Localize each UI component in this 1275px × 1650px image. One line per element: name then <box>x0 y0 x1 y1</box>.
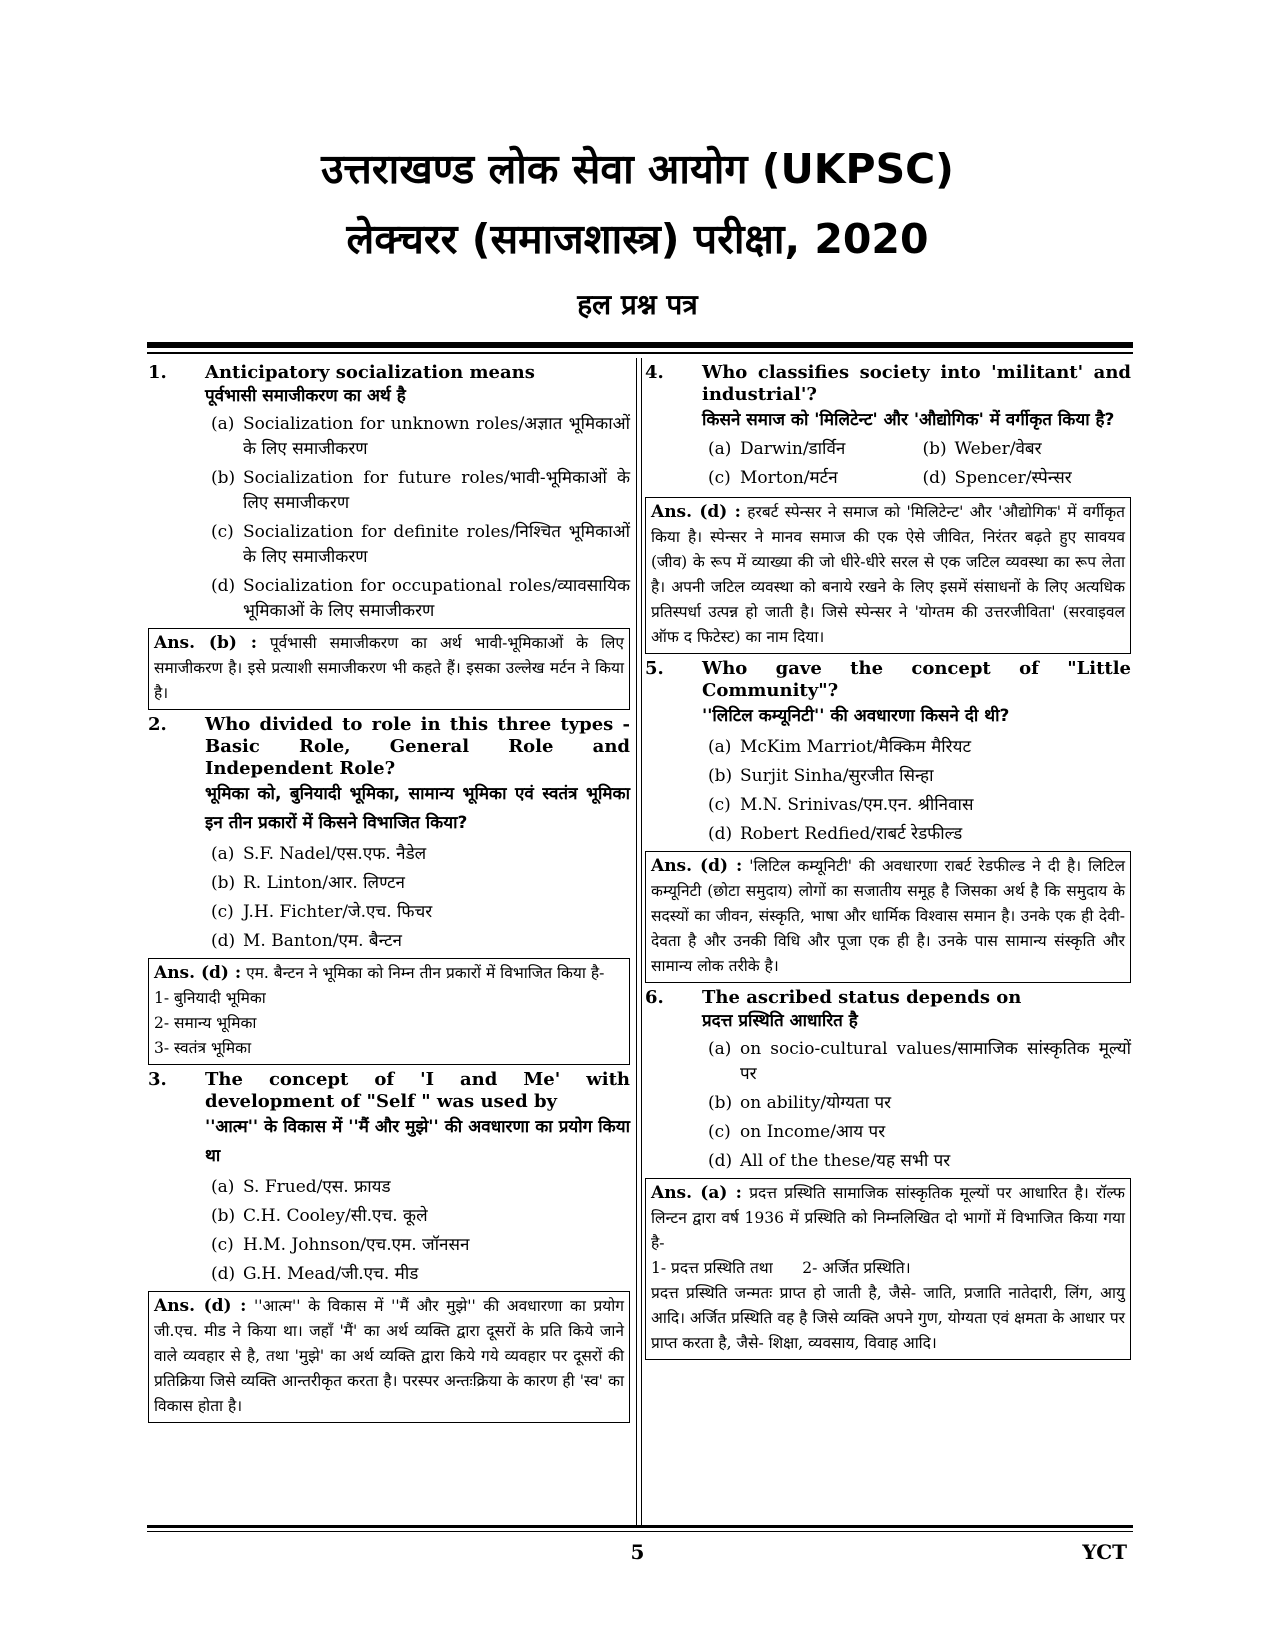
option-b: (b) on ability/योग्यता पर <box>708 1093 892 1113</box>
header-rule-thick <box>147 342 1133 348</box>
header-rule-thin <box>147 352 1133 354</box>
answer-text-2: प्रदत्त प्रस्थिति जन्मतः प्राप्त हो जाती है, जैसे- जाति, प्रजाति नातेदारी, लिंग, आयु आदि। अर्जित प्रस्थिति वह है जिसे व्यक्ति अपने गुण, योग्यता एवं क्षमता के आधार पर प्राप्त करता है, जैसे- शिक्षा, व्यवसाय, विवाह आदि। <box>651 1284 1125 1352</box>
exam-title-line2: लेक्चरर (समाजशास्त्र) परीक्षा, 2020 <box>346 215 929 263</box>
question-english: The concept of 'I and Me' with development of "Self " was used by <box>205 1069 630 1112</box>
question-number: 6. <box>645 987 664 1008</box>
question-number: 2. <box>148 714 167 735</box>
question-2 <box>148 714 630 954</box>
option-c: (c) M.N. Srinivas/एम.एन. श्रीनिवास <box>708 795 974 815</box>
option-a: (a) S.F. Nadel/एस.एफ. नैडेल <box>211 844 427 864</box>
option-d: (d) G.H. Mead/जी.एच. मीड <box>211 1264 419 1284</box>
answer-label: Ans. (a) : <box>651 1183 742 1203</box>
question-hindi: प्रदत्त प्रस्थिति आधारित है <box>702 1011 858 1031</box>
answer-list-item: 2- समान्य भूमिका <box>154 1014 257 1032</box>
option-d: (d) M. Banton/एम. बैन्टन <box>211 931 402 951</box>
answer-box-2 <box>148 958 630 1065</box>
option-b: (b) R. Linton/आर. लिण्टन <box>211 873 405 893</box>
option-a: (a) Socialization for unknown roles/अज्ञात भूमिकाओं के लिए समाजीकरण <box>211 414 630 459</box>
answer-box-6 <box>645 1178 1131 1360</box>
footer-rule-thin <box>147 1531 1133 1532</box>
exam-title-line1: उत्तराखण्ड लोक सेवा आयोग (UKPSC) <box>321 145 954 193</box>
answer-list-item: 3- स्वतंत्र भूमिका <box>154 1039 252 1057</box>
option-c: (c) Socialization for definite roles/निश्चित भूमिकाओं के लिए समाजीकरण <box>211 522 630 567</box>
answer-box-4 <box>645 497 1131 654</box>
question-6 <box>645 987 1131 1174</box>
question-english: Anticipatory socialization means <box>205 362 535 383</box>
question-hindi: पूर्वभासी समाजीकरण का अर्थ है <box>205 386 406 406</box>
answer-label: Ans. (d) : <box>154 963 242 983</box>
option-b: (b) Weber/वेबर <box>922 439 1042 459</box>
left-column <box>148 362 630 1427</box>
option-b: (b) C.H. Cooley/सी.एच. कूले <box>211 1206 428 1226</box>
exam-subtitle: हल प्रश्न पत्र <box>577 288 698 321</box>
answer-box-1 <box>148 628 630 710</box>
option-c: (c) on Income/आय पर <box>708 1122 886 1142</box>
answer-label: Ans. (d) : <box>651 502 741 522</box>
column-divider <box>636 358 642 1526</box>
answer-list-item: 1- बुनियादी भूमिका <box>154 989 266 1007</box>
answer-list-inline: 1- प्रदत्त प्रस्थिति तथा 2- अर्जित प्रस्थिति। <box>651 1259 911 1277</box>
option-d: (d) Robert Redfied/राबर्ट रेडफील्ड <box>708 824 963 844</box>
question-hindi: ''आत्म'' के विकास में ''मैं और मुझे'' की अवधारणा का प्रयोग किया था <box>205 1117 630 1166</box>
question-english: Who classifies society into 'militant' and industrial'? <box>702 362 1131 405</box>
option-b: (b) Surjit Sinha/सुरजीत सिन्हा <box>708 766 934 786</box>
answer-text: ''आत्म'' के विकास में ''मैं और मुझे'' की अवधारणा का प्रयोग जी.एच. मीड ने किया था। जहाँ 'मैं' का अर्थ व्यक्ति द्वारा दूसरों के प्रति किये जाने वाले व्यवहार से है, तथा 'मुझे' का अर्थ व्यक्ति द्वारा किये गये व्यवहार पर दूसरों की प्रतिक्रिया जिसे व्यक्ति आन्तरीकृत करता है। परस्पर अन्तःक्रिया के कारण ही 'स्व' का विकास होता है। <box>154 1297 625 1415</box>
question-3 <box>148 1069 630 1287</box>
brand-label: YCT <box>1082 1540 1127 1564</box>
answer-label: Ans. (d) : <box>651 856 743 876</box>
option-c: (c) J.H. Fichter/जे.एच. फिचर <box>211 902 433 922</box>
option-b: (b) Socialization for future roles/भावी-भूमिकाओं के लिए समाजीकरण <box>211 468 630 513</box>
option-a: (a) McKim Marriot/मैक्किम मैरियट <box>708 737 972 757</box>
option-d: (d) Spencer/स्पेन्सर <box>922 468 1072 488</box>
answer-text: प्रदत्त प्रस्थिति सामाजिक सांस्कृतिक मूल्यों पर आधारित है। रॉल्फ लिन्टन द्वारा वर्ष 1936 में प्रस्थिति को निम्नलिखित दो भागों में विभाजित किया गया है- <box>651 1184 1125 1252</box>
question-number: 5. <box>645 658 664 679</box>
question-hindi: ''लिटिल कम्यूनिटी'' की अवधारणा किसने दी थी? <box>702 706 1010 726</box>
question-number: 1. <box>148 362 167 383</box>
right-column <box>645 362 1131 1364</box>
answer-box-5 <box>645 851 1131 983</box>
answer-text: हरबर्ट स्पेन्सर ने समाज को 'मिलिटेन्ट' और 'औद्योगिक' में वर्गीकृत किया है। स्पेन्सर ने मानव समाज की एक ऐसे जीवित, निरंतर बढ़ते हुए सावयव (जीव) के रूप में व्याख्या की जो धीरे-धीरे सरल से एक जटिल व्यवस्था का रूप लेता है। अपनी जटिल व्यवस्था को बनाये रखने के लिए इसमें संसाधनों के लिए अत्यधिक प्रतिस्पर्धा उत्पन्न हो जाती है। जिसे स्पेन्सर ने 'योग्तम की उत्तरजीविता' (सरवाइवल ऑफ द फिटेस्ट) का नाम दिया। <box>651 503 1125 646</box>
question-4 <box>645 362 1131 493</box>
question-english: Who gave the concept of "Little Community"? <box>702 658 1131 701</box>
option-d: (d) Socialization for occupational roles/व्यावसायिक भूमिकाओं के लिए समाजीकरण <box>211 576 630 621</box>
question-5 <box>645 658 1131 847</box>
option-a: (a) Darwin/डार्विन <box>708 439 846 459</box>
question-hindi: किसने समाज को 'मिलिटेन्ट' और 'औद्योगिक' में वर्गीकृत किया है? <box>702 410 1115 430</box>
option-d: (d) All of the these/यह सभी पर <box>708 1151 951 1171</box>
footer-rule-thick <box>147 1525 1133 1528</box>
question-number: 4. <box>645 362 664 383</box>
answer-text: पूर्वभासी समाजीकरण का अर्थ भावी-भूमिकाओं के लिए समाजीकरण है। इसे प्रत्याशी समाजीकरण भी कहते हैं। इसका उल्लेख मर्टन ने किया है। <box>154 634 624 702</box>
options-grid <box>702 435 1131 493</box>
question-english: The ascribed status depends on <box>702 987 1022 1008</box>
answer-label: Ans. (b) : <box>154 633 257 653</box>
option-c: (c) H.M. Johnson/एच.एम. जॉनसन <box>211 1235 470 1255</box>
answer-text: एम. बैन्टन ने भूमिका को निम्न तीन प्रकारों में विभाजित किया है- <box>246 964 605 982</box>
option-a: (a) on socio-cultural values/सामाजिक सांस्कृतिक मूल्यों पर <box>708 1039 1131 1084</box>
question-english: Who divided to role in this three types - Basic Role, General Role and Independent Role? <box>205 714 630 779</box>
answer-text: 'लिटिल कम्यूनिटी' की अवधारणा राबर्ट रेडफील्ड ने दी है। लिटिल कम्यूनिटी (छोटा समुदाय) लोगों का सजातीय समूह है जिसका अर्थ है कि समुदाय के सदस्यों का जीवन, संस्कृति, भाषा और धार्मिक विश्वास समान है। उनके एक ही देवी-देवता है और उनकी विधि और पूजा एक ही है। उनके पास सामान्य संस्कृति और सामान्य लोक तरीके है। <box>651 857 1125 975</box>
answer-label: Ans. (d) : <box>154 1296 247 1316</box>
answer-box-3 <box>148 1291 630 1423</box>
question-hindi: भूमिका को, बुनियादी भूमिका, सामान्य भूमिका एवं स्वतंत्र भूमिका इन तीन प्रकारों में किसने विभाजित किया? <box>205 784 630 833</box>
question-number: 3. <box>148 1069 167 1090</box>
option-c: (c) Morton/मर्टन <box>708 468 838 488</box>
option-a: (a) S. Frued/एस. फ्रायड <box>211 1177 391 1197</box>
page-number: 5 <box>630 1540 645 1564</box>
question-1 <box>148 362 630 624</box>
